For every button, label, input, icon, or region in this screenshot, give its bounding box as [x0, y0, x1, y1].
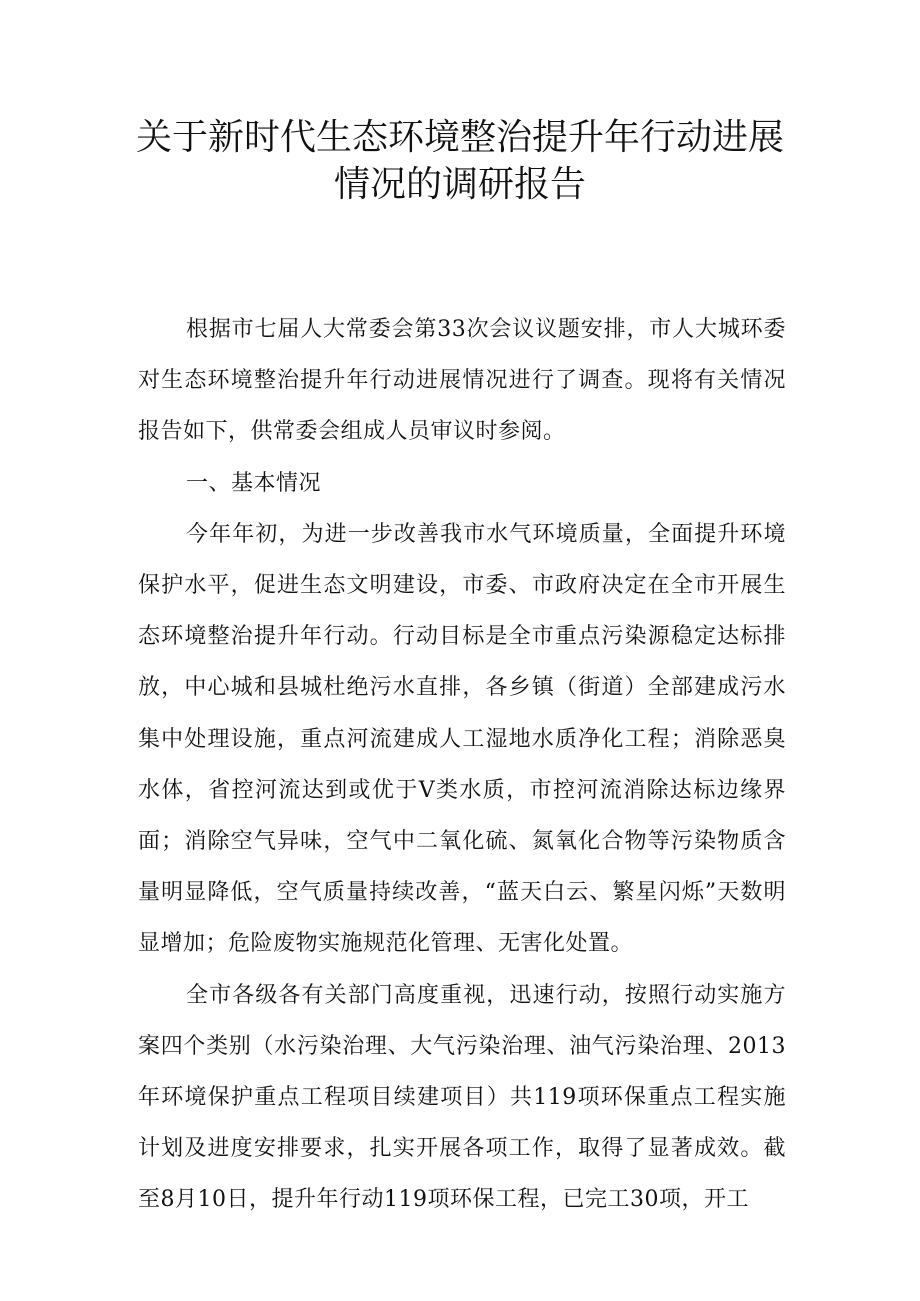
paragraph-action-goals: 今年年初，为进一步改善我市水气环境质量，全面提升环境保护水平，促进生态文明建设，市委、市政府决定在全市开展生态环境整治提升年行动。行动目标是全市重点污染源稳定达标排放，中心城和县城杜绝污水直排，各乡镇（街道）全部建成污水集中处理设施，重点河流建成人工湿地水质净化工程；消除恶臭水体，省控河流达到或优于Ⅴ类水质，市控河流消除达标边缘界面；消除空气异味，空气中二氧化硫、氮氧化合物等污染物质含量明显降低，空气质量持续改善，“蓝天白云、繁星闪烁”天数明显增加；危险废物实施规范化管理、无害化处置。 — [138, 521, 786, 957]
document-body — [138, 304, 786, 1226]
paragraph-progress: 全市各级各有关部门高度重视，迅速行动，按照行动实施方案四个类别（水污染治理、大气污染治理、油气污染治理、2013年环境保护重点工程项目续建项目）共119项环保重点工程实施计划及进度安排要求，扎实开展各项工作，取得了显著成效。截至8月10日，提升年行动119项环保工程，已完工30项，开工 — [138, 982, 786, 1213]
document-title-line-2: 情况的调研报告 — [333, 164, 586, 205]
paragraph-intro: 根据市七届人大常委会第33次会议议题安排，市人大城环委对生态环境整治提升年行动进展情况进行了调查。现将有关情况报告如下，供常委会组成人员审议时参阅。 — [138, 317, 786, 445]
document-title-line-1: 关于新时代生态环境整治提升年行动进展 — [135, 117, 784, 158]
section-heading-basic-situation: 一、基本情况 — [186, 470, 322, 496]
